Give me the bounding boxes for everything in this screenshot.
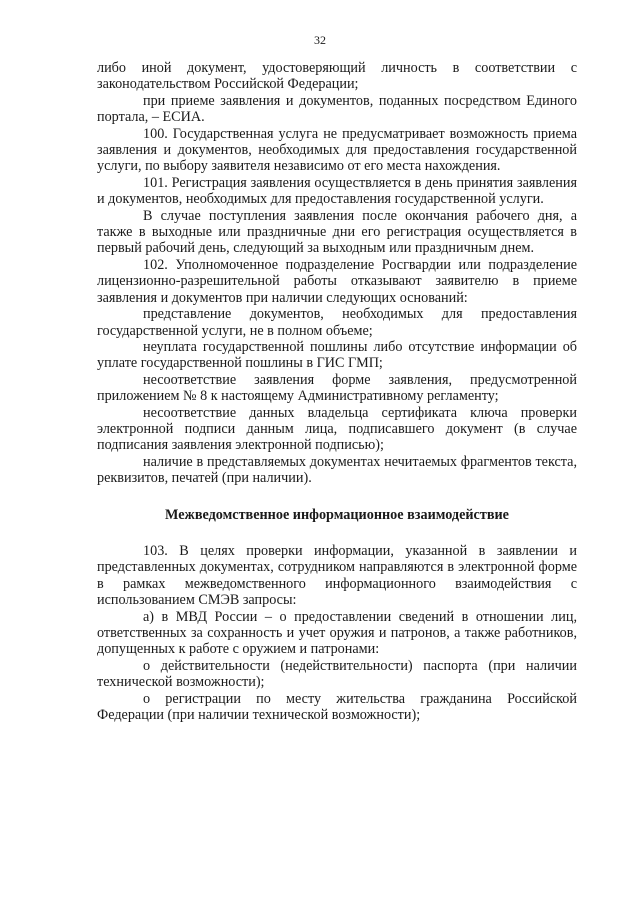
paragraph: несоответствие заявления форме заявления, предусмотренной приложением № 8 к настоящему Административному регламенту;	[97, 371, 577, 405]
paragraph: наличие в представляемых документах нечитаемых фрагментов текста, реквизитов, печатей (при наличии).	[97, 453, 577, 487]
section-heading: Межведомственное информационное взаимодействие	[165, 506, 509, 523]
paragraph: 103. В целях проверки информации, указанной в заявлении и представленных документах, сотрудником направляются в электронной форме в рамках межведомственного информационного взаимодействия с использованием СМЭВ запросы:	[97, 542, 577, 609]
paragraph: представление документов, необходимых для предоставления государственной услуги, не в полном объеме;	[97, 306, 577, 339]
paragraph: при приеме заявления и документов, поданных посредством Единого портала, – ЕСИА.	[97, 92, 577, 126]
paragraph: 101. Регистрация заявления осуществляется в день принятия заявления и документов, необходимых для предоставления государственной услуги.	[97, 174, 577, 208]
paragraph: неуплата государственной пошлины либо отсутствие информации об уплате государственной пошлины в ГИС ГМП;	[97, 338, 577, 372]
document-body	[97, 60, 577, 723]
paragraphs-before	[97, 60, 577, 487]
paragraph: а) в МВД России – о предоставлении сведений в отношении лиц, ответственных за сохранность и учет оружия и патронов, а также работников, допущенных к работе с оружием и патронами:	[97, 608, 577, 658]
paragraphs-after	[97, 543, 577, 723]
paragraph: о действительности (недействительности) паспорта (при наличии технической возможности);	[97, 657, 577, 691]
paragraph: несоответствие данных владельца сертификата ключа проверки электронной подписи данным лица, подписавшего документ (в случае подписания заявления электронной подписью);	[97, 404, 577, 454]
paragraph: либо иной документ, удостоверяющий личность в соответствии с законодательством Российской Федерации;	[97, 60, 577, 93]
paragraph: 102. Уполномоченное подразделение Росгвардии или подразделение лицензионно-разрешительной работы отказывают заявителю в приеме заявления и документов при наличии следующих оснований:	[97, 256, 577, 306]
paragraph: 100. Государственная услуга не предусматривает возможность приема заявления и документов, необходимых для предоставления государственной услуги, по выбору заявителя независимо от его места нахождения.	[97, 125, 577, 175]
paragraph: о регистрации по месту жительства гражданина Российской Федерации (при наличии технической возможности);	[97, 690, 577, 724]
page-number: 32	[314, 33, 326, 47]
paragraph: В случае поступления заявления после окончания рабочего дня, а также в выходные или праздничные дни его регистрация осуществляется в первый рабочий день, следующий за выходным или праздничным днем.	[97, 207, 577, 257]
